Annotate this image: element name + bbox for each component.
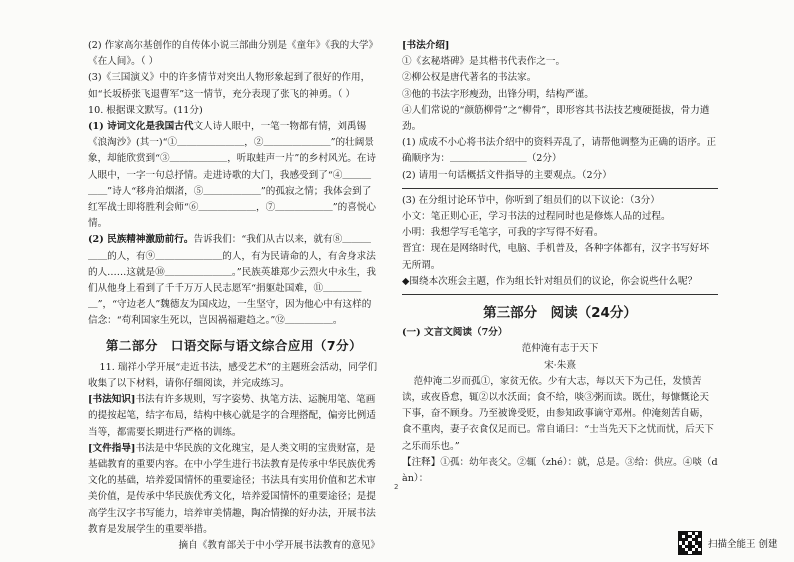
part-3-title: 第三部分 阅读（24分） — [483, 305, 637, 322]
section-1-text: 文人诗人眼中，一笔一物都有情，刘禹锡《浪淘沙》(其一)“①＿＿＿＿＿＿＿，②＿＿＿＿＿＿＿”的壮阔景象，却能欣赏到“③＿＿＿＿＿＿，听取蛙声一片”的乡村风光。在诗人眼中，一字一句总抒情。走进诗歌的大门，我感受到了“④＿＿＿＿＿”诗人“移舟泊烟渚，⑤＿＿＿＿＿＿”的孤寂之情；我体会到了红军战士即将胜利会师“⑥＿＿＿＿＿＿，⑦＿＿＿＿＿＿”的喜悦心情。 — [88, 121, 377, 230]
material-2 — [88, 441, 380, 538]
intro-item-1: ①《玄秘塔碑》是其楷书代表作之一。 — [402, 56, 566, 68]
task-3: (3) 在分组讨论环节中，你听到了组员们的以下议论：（3分） — [402, 194, 660, 206]
intro-item-2: ②柳公权是唐代著名的书法家。 — [402, 72, 537, 84]
essay-body: 范仲淹二岁而孤①，家贫无依。少有大志，每以天下为己任，发愤苦读，或夜昏怠，辄②以水沃面；食不给，啖③粥而读。既仕，每慷慨论天下事，奋不顾身。乃至被谗受贬，由参知政事谪守邓州。仲淹刻苦自砺，食不重肉，妻子衣食仅足而已。常自诵曰：“士当先天下之忧而忧，后天下之乐而乐也。” — [402, 375, 714, 452]
question-3: (3)《三国演义》中的许多情节对突出人物形象起到了很好的作用，如“长坂桥张飞退曹军”这一情节，充分表现了张飞的神勇。（ ） — [88, 72, 371, 100]
part-2-title: 第二部分 口语交际与语文综合应用（7分） — [105, 337, 363, 353]
scanner-label: 扫描全能王 创建 — [708, 539, 778, 550]
question-11: 11. 瑞祥小学开展“走近书法，感受艺术”的主题班会活动，同学们收集了以下材料，请你仔细阅读，并完成练习。 — [88, 361, 378, 390]
material-2-label: [文件指导] — [88, 442, 136, 454]
intro-label: [书法介绍] — [402, 40, 450, 51]
task-2: (2) 请用一句话概括文件指导的主要观点。（2分） — [402, 169, 612, 181]
section-2-text: 告诉我们：“我们从古以来，就有⑧＿＿＿＿＿的人，有⑨＿＿＿＿＿＿＿的人，有为民请命的人，有舍身求法的人……这就是⑩＿＿＿＿＿＿＿。”民族英雄郑少云烈火中永生，我们从他身上看到了千千万万人民志愿军“捐躯赴国难，⑪＿＿＿＿＿”，“守边老人”魏德友为国戍边，一生坚守，因为他心中有这样的信念：“苟利国家生死以，岂因祸福避趋之。”⑫＿＿＿＿＿。 — [88, 234, 376, 327]
scanner-watermark — [678, 531, 778, 555]
section-1-title: (1) 诗词文化是我国古代 — [88, 121, 194, 133]
qr-code-icon — [678, 531, 702, 555]
section-classical: (一) 文言文阅读（7分） — [402, 327, 508, 339]
essay-title: 范仲淹有志于天下 — [521, 343, 599, 355]
source-citation: 摘自《教育部关于中小学开展书法教育的意见》 — [178, 540, 380, 552]
discussion-1: 小文：笔正则心正，学习书法的过程同时也是修炼人品的过程。 — [402, 211, 671, 223]
question-10: 10. 根据课文默写。(11分) — [88, 104, 203, 116]
essay-author: 宋·朱熹 — [544, 359, 576, 371]
intro-item-4: ④人们常说的“颜筋柳骨”之“柳骨”，即形容其书法技艺瘦硬挺拔，骨力遒劲。 — [402, 104, 710, 133]
material-1-text: 书法有许多规则，写字姿势、执笔方法、运腕用笔、笔画的提按起笔，结字布局，结构中核心就是字的合理搭配，偏旁比例适当等，都需要长期进行严格的训练。 — [88, 394, 376, 438]
left-column — [88, 38, 380, 554]
question-2: (2) 作家高尔基创作的自传体小说三部曲分别是《童年》《我的大学》《在人间》。（ ） — [88, 40, 379, 68]
material-1-label: [书法知识] — [88, 394, 136, 406]
answer-line-2 — [402, 294, 718, 295]
discussion-3: 晋宜：现在是网络时代，电脑、手机普及，各种字体都有，汉字书写好坏无所谓。 — [402, 243, 709, 271]
section-2 — [88, 232, 380, 329]
discussion-2: 小明：我想学写毛笔字，可我的字写得不好看。 — [402, 227, 604, 239]
answer-line-1 — [402, 188, 718, 189]
section-2-title: (2) 民族精神激励前行。 — [88, 234, 194, 246]
task-4: ◆围绕本次班会主题，作为组长针对组员们的议论，你会说些什么呢？ — [402, 275, 698, 287]
material-2-text: 书法是中华民族的文化瑰宝，是人类文明的宝贵财富，是基础教育的重要内容。在中小学生进行书法教育是传承中华民族优秀文化的基础，培养爱国情怀的重要途径；书法具有实用价值和艺术审美价值，是传承中华民族优秀文化，培养爱国情怀的重要途径；是提高学生汉字书写能力，培养审美情趣，陶冶情操的好办法，开展书法教育是发展学生的重要举措。 — [88, 442, 376, 535]
essay-notes: 【注释】①孤：幼年丧父。②辄（zhé）：就，总是。③给：供应。④啖（dàn）： — [402, 456, 718, 485]
right-column — [402, 38, 718, 487]
material-1 — [88, 392, 380, 441]
intro-item-3: ③他的书法字形瘦劲，出锋分明，结构严谨。 — [402, 88, 594, 100]
page-number: 2 — [394, 483, 399, 491]
section-1 — [88, 119, 380, 232]
task-1: (1) 成成不小心将书法介绍中的资料弄乱了，请帮他调整为正确的语序。正确顺序为：＿＿＿＿＿＿＿＿（2分） — [402, 137, 717, 165]
